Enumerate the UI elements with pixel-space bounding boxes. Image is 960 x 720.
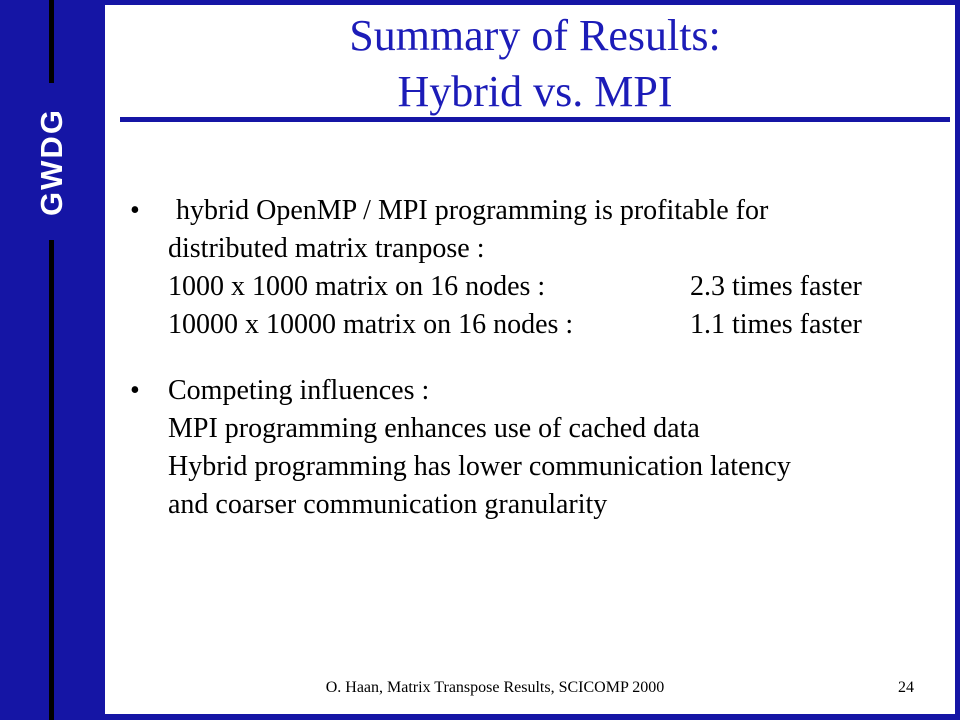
sidebar <box>0 0 105 720</box>
bullet-competing-influences <box>130 372 930 524</box>
footer-credit: O. Haan, Matrix Transpose Results, SCICOMP 2000 <box>325 679 665 696</box>
bullet-dot-icon: • <box>130 195 140 226</box>
sidebar-line-top <box>49 0 54 83</box>
frame-top-border <box>0 0 960 5</box>
brand-logo-text: GWDG <box>34 108 69 216</box>
sidebar-line-bottom <box>49 240 54 720</box>
slide-title <box>120 8 950 120</box>
title-line-2: Hybrid vs. MPI <box>397 67 673 116</box>
result-value: 1.1 times faster <box>690 309 862 340</box>
result-value: 2.3 times faster <box>690 271 862 302</box>
result-label: 10000 x 10000 matrix on 16 nodes : <box>168 309 574 340</box>
bullet-line: and coarser communication granularity <box>168 489 608 520</box>
bullet-dot-icon: • <box>130 375 140 406</box>
frame-right-border <box>955 0 960 720</box>
result-label: 1000 x 1000 matrix on 16 nodes : <box>168 271 546 302</box>
bullet-hybrid-profit <box>130 192 930 344</box>
page-number: 24 <box>898 679 914 696</box>
bullet-line: Competing influences : <box>168 375 430 406</box>
bullet-line: distributed matrix tranpose : <box>168 233 485 264</box>
result-row <box>168 306 930 344</box>
slide-content <box>130 192 930 524</box>
result-row <box>168 268 930 306</box>
title-underline <box>120 117 950 122</box>
bullet-line: Hybrid programming has lower communication latency <box>168 451 791 482</box>
bullet-line: MPI programming enhances use of cached data <box>168 413 700 444</box>
frame-bottom-border <box>0 714 960 720</box>
bullet-line: hybrid OpenMP / MPI programming is profitable for <box>176 195 769 226</box>
title-line-1: Summary of Results: <box>349 11 721 60</box>
